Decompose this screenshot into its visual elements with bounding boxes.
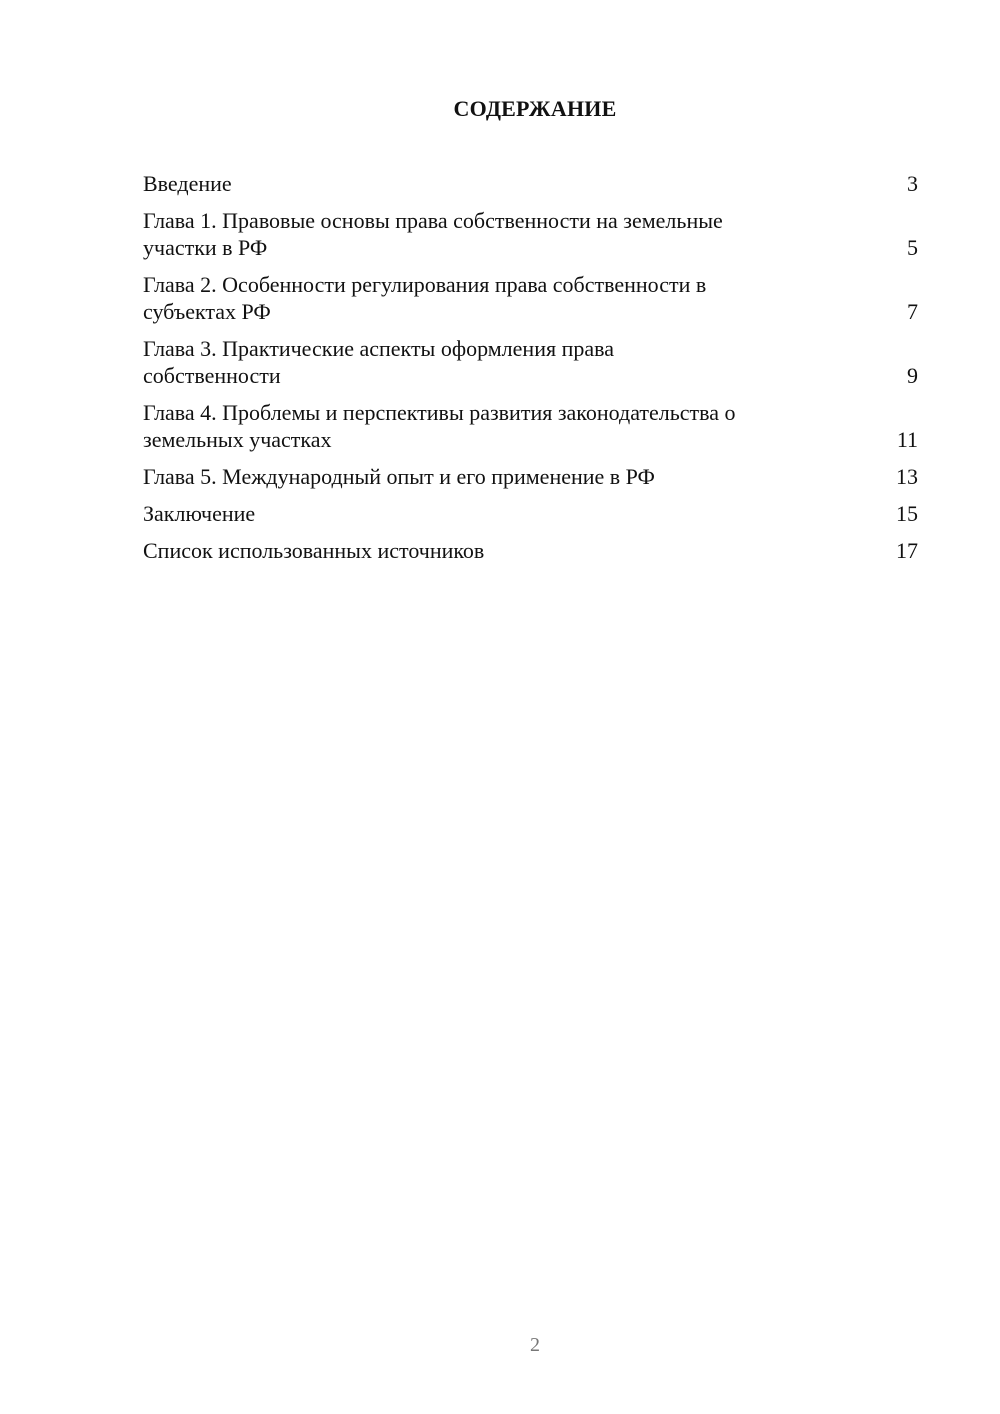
toc-entry: [143, 170, 918, 197]
toc-entry-title-line: земельных участках: [143, 427, 332, 452]
toc-entry-title-line: Глава 2. Особенности регулирования права собственности в: [143, 272, 707, 297]
toc-entry-page: 15: [896, 501, 918, 526]
toc-entry: [143, 463, 918, 490]
toc-entry-page: 11: [896, 427, 918, 452]
page-title: СОДЕРЖАНИЕ: [453, 96, 617, 121]
toc-entry: [143, 500, 918, 527]
toc-entry-title-line: Список использованных источников: [143, 538, 485, 563]
toc-entry-page: 5: [907, 235, 918, 260]
toc-entry-title-line: Заключение: [143, 501, 256, 526]
toc-entry-title-line: Глава 5. Международный опыт и его применение в РФ: [143, 464, 655, 489]
toc-entry-title-line: Введение: [143, 171, 232, 196]
toc-entry: [143, 271, 918, 325]
toc-entry-title-line: Глава 3. Практические аспекты оформления права: [143, 336, 614, 361]
toc-entry-page: 13: [896, 464, 918, 489]
toc-entry-title-line: участки в РФ: [143, 235, 268, 260]
toc-entry-page: 9: [907, 363, 918, 388]
toc-entry-title-line: собственности: [143, 363, 281, 388]
table-of-contents: [143, 170, 918, 574]
toc-entry-title-line: Глава 4. Проблемы и перспективы развития законодательства о: [143, 400, 736, 425]
toc-entry: [143, 207, 918, 261]
toc-entry-page: 7: [907, 299, 918, 324]
toc-entry: [143, 537, 918, 564]
toc-entry-page: 3: [907, 171, 918, 196]
page-number: 2: [530, 1334, 540, 1356]
toc-entry-page: 17: [896, 538, 918, 563]
toc-entry: [143, 399, 918, 453]
toc-entry-title-line: субъектах РФ: [143, 299, 271, 324]
toc-entry: [143, 335, 918, 389]
toc-entry-title-line: Глава 1. Правовые основы права собственности на земельные: [143, 208, 723, 233]
